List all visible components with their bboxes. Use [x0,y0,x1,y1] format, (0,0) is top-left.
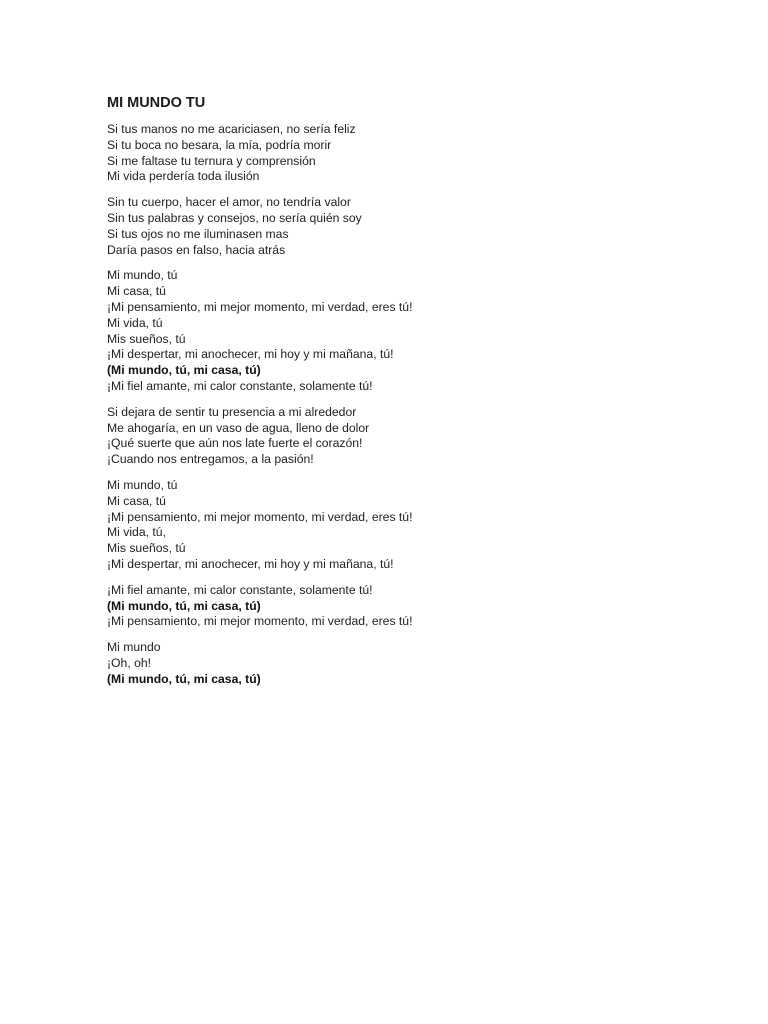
lyric-line: Mi mundo, tú [107,268,178,283]
lyric-line: Mi mundo [107,640,161,655]
lyric-line: Sin tu cuerpo, hacer el amor, no tendría valor [107,195,351,210]
lyric-line: Si tus manos no me acariciasen, no sería feliz [107,122,356,136]
stanza [107,640,667,687]
lyric-line: Mi vida, tú, [107,525,166,540]
stanza [107,195,667,258]
stanza [107,122,667,185]
lyric-line: ¡Cuando nos entregamos, a la pasión! [107,452,314,467]
lyric-line: Mi mundo, tú [107,477,178,492]
lyric-line: Me ahogaría, en un vaso de agua, lleno de dolor [107,420,370,435]
lyric-line: Mi casa, tú [107,493,166,508]
stanza [107,405,667,468]
stanza [107,478,667,573]
lyric-line: Mi vida, tú [107,315,163,330]
lyric-line: ¡Mi pensamiento, mi mejor momento, mi verdad, eres tú! [107,614,413,629]
lyric-line: Si tu boca no besara, la mía, podría morir [107,137,332,152]
song-title: MI MUNDO TU [107,95,206,111]
lyric-line: Si me faltase tu ternura y comprensión [107,153,316,168]
lyric-line: Daría pasos en falso, hacia atrás [107,242,286,257]
lyric-line: Si dejara de sentir tu presencia a mi alrededor [107,404,357,419]
chorus-line: (Mi mundo, tú, mi casa, tú) [107,598,261,613]
lyric-line: ¡Oh, oh! [107,655,152,670]
lyric-line: ¡Mi despertar, mi anochecer, mi hoy y mi mañana, tú! [107,347,394,362]
lyric-line: Si tus ojos no me iluminasen mas [107,226,289,241]
stanza [107,268,667,394]
document-body [107,93,667,698]
lyric-line: ¡Mi despertar, mi anochecer, mi hoy y mi mañana, tú! [107,556,394,571]
lyric-line: ¡Mi pensamiento, mi mejor momento, mi verdad, eres tú! [107,509,413,524]
lyric-line: Sin tus palabras y consejos, no sería quién soy [107,210,362,225]
lyric-line: ¡Qué suerte que aún nos late fuerte el corazón! [107,436,363,451]
stanza [107,583,667,630]
lyrics-container [107,122,667,688]
lyric-line: ¡Mi pensamiento, mi mejor momento, mi verdad, eres tú! [107,299,413,314]
lyric-line: ¡Mi fiel amante, mi calor constante, solamente tú! [107,582,373,597]
chorus-line: (Mi mundo, tú, mi casa, tú) [107,363,261,378]
lyric-line: Mi vida perdería toda ilusión [107,169,260,184]
chorus-line: (Mi mundo, tú, mi casa, tú) [107,671,261,686]
lyric-line: Mis sueños, tú [107,331,186,346]
lyric-line: Mis sueños, tú [107,541,186,556]
lyric-line: Mi casa, tú [107,284,166,299]
lyric-line: ¡Mi fiel amante, mi calor constante, solamente tú! [107,378,373,393]
